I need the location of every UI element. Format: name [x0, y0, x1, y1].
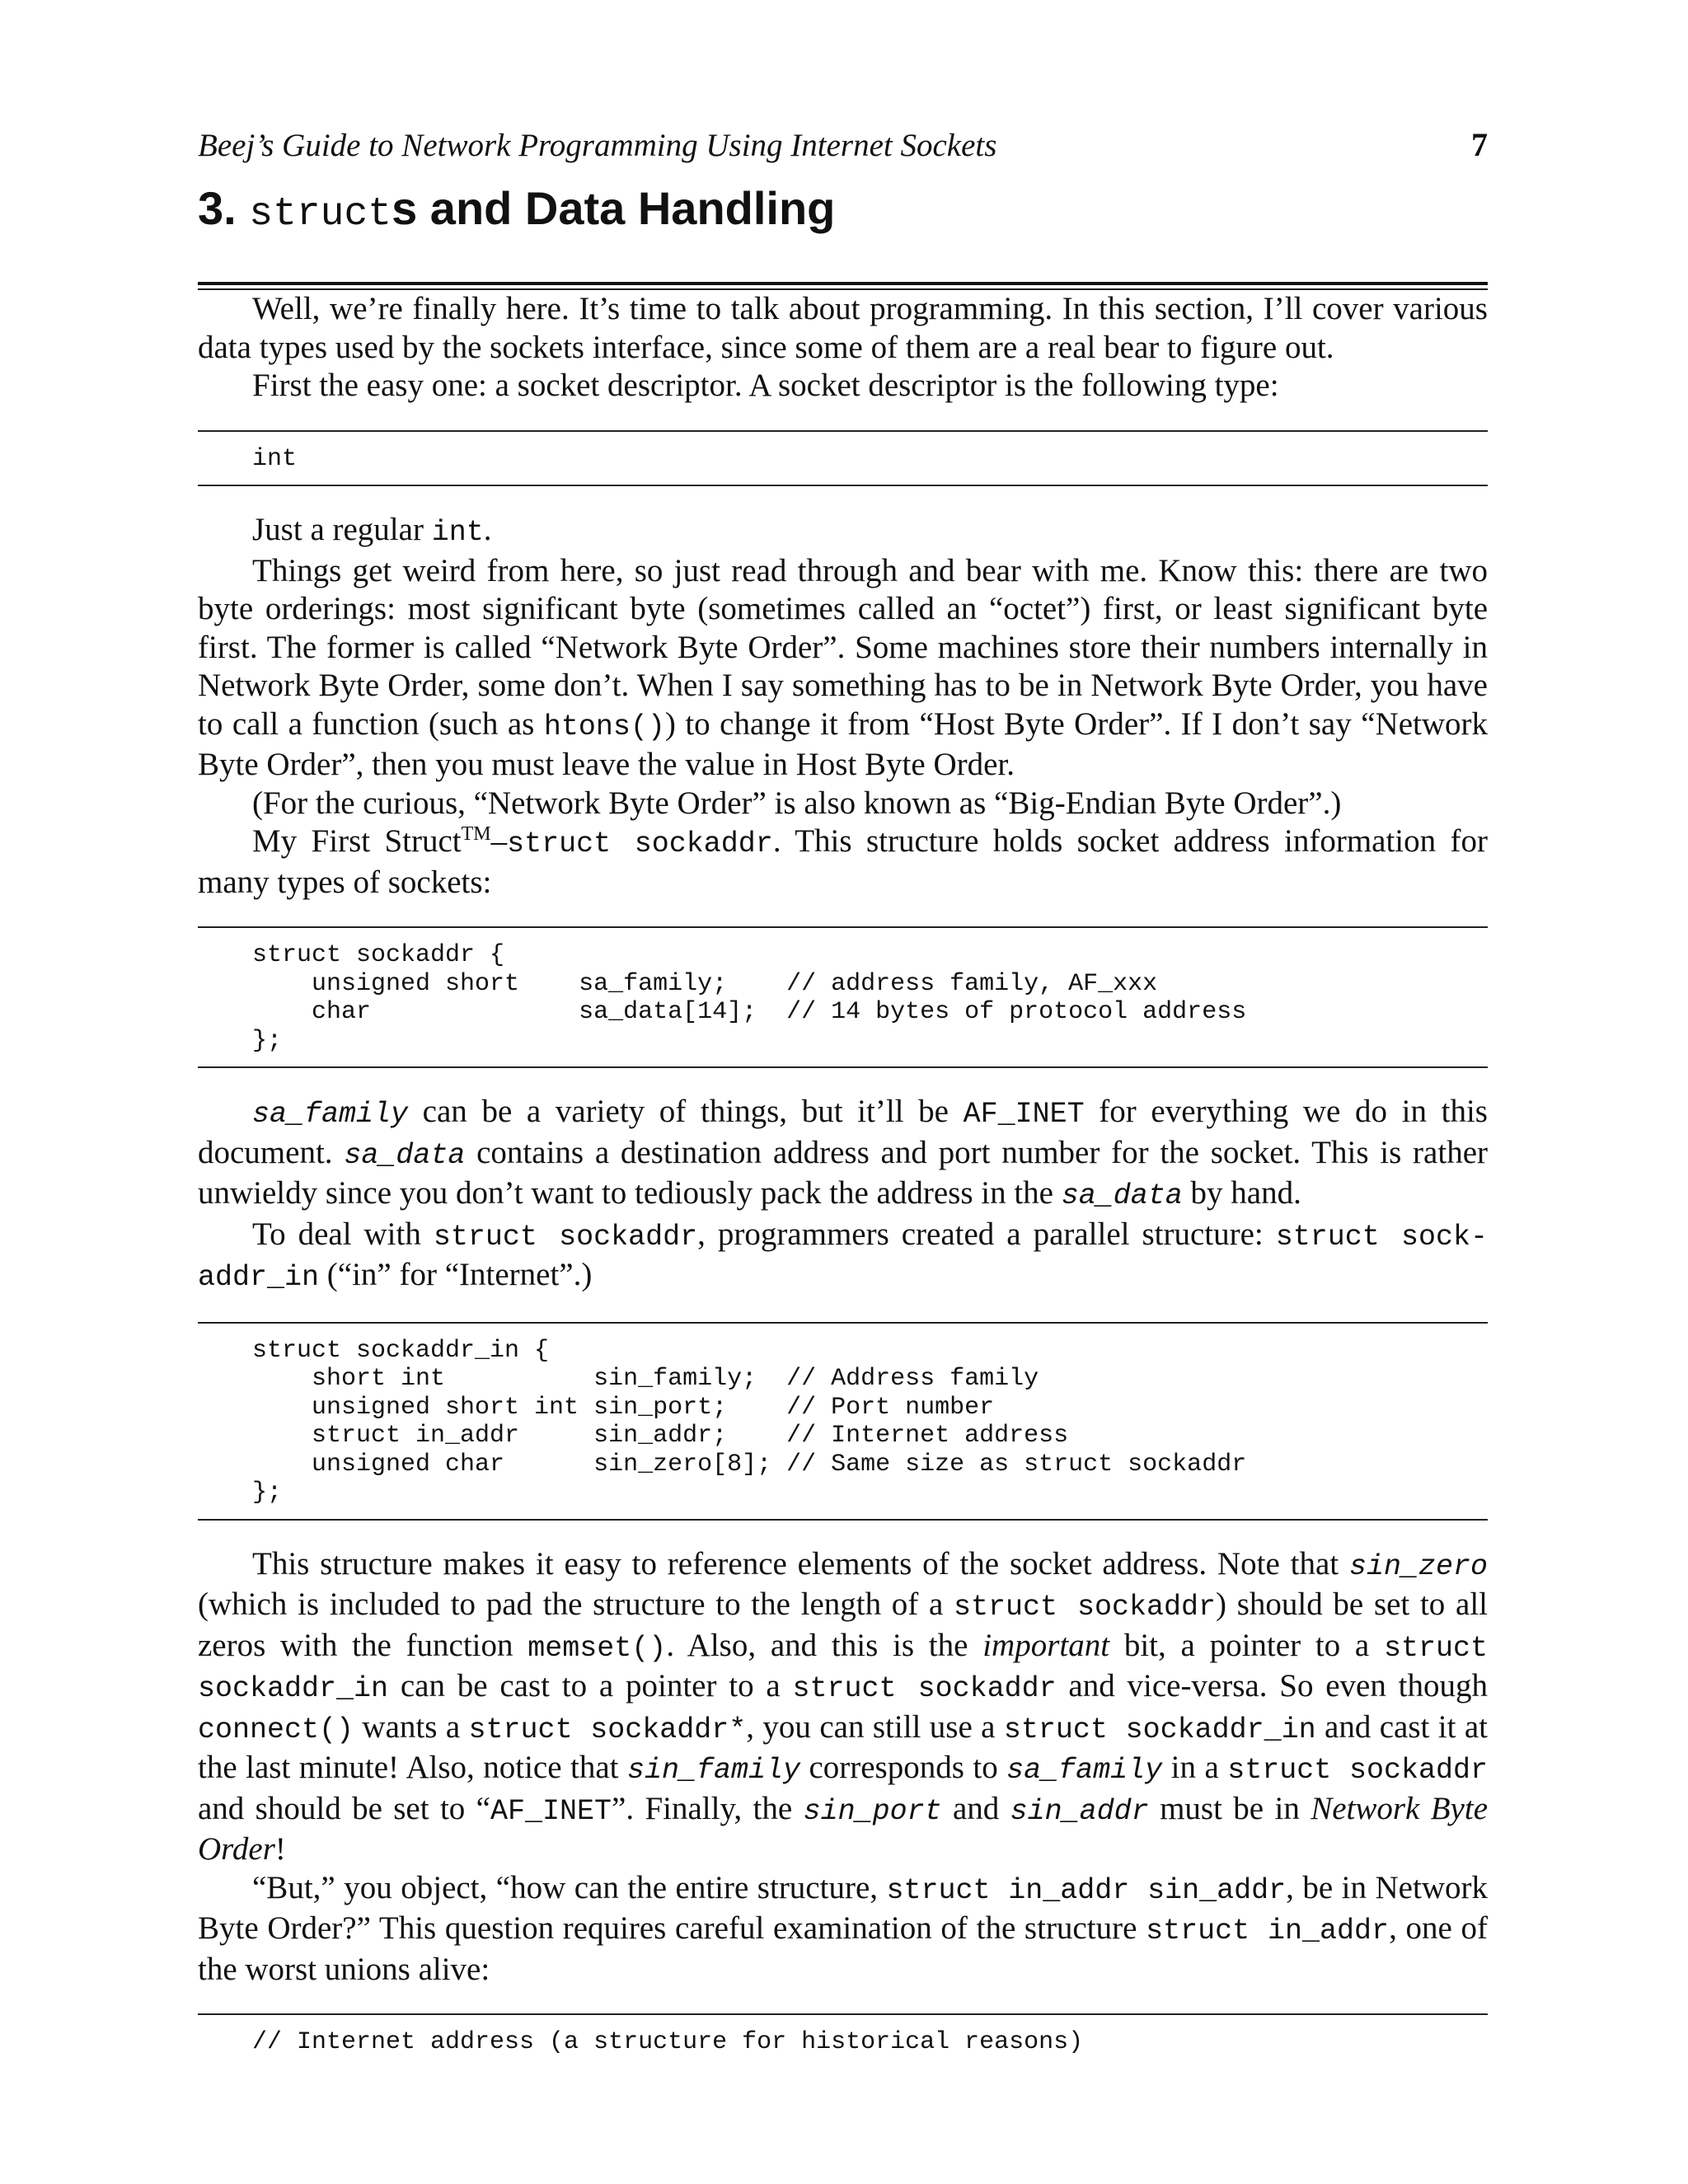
- inline-code-italic: sa_family: [252, 1098, 409, 1131]
- code-line: unsigned short sa_family; // address family, AF_xxx: [252, 969, 1158, 998]
- text-run: .: [483, 512, 492, 547]
- text-run: bit, a pointer to a: [1109, 1627, 1384, 1663]
- inline-code: connect(): [198, 1713, 354, 1746]
- page-number: 7: [1471, 126, 1488, 163]
- code-block-sockaddr: [198, 926, 1488, 1068]
- text-run: and cast it at the last minute! Also, notice that: [198, 1708, 1488, 1785]
- paragraph: [198, 1545, 1488, 1869]
- emphasis: Network Byte Order: [198, 1790, 1489, 1867]
- emphasis: important: [982, 1627, 1110, 1663]
- text-run: for everything we do in this document.: [198, 1094, 1488, 1170]
- running-title: Beej’s Guide to Network Programming Using Internet Sockets: [198, 128, 997, 163]
- text-run: contains a destination address and port number for the socket. This is rather unwieldy since you don’t want to tediously pack the address in the: [198, 1134, 1488, 1211]
- heading-rule: [198, 282, 1488, 290]
- paragraph: [198, 1216, 1488, 1297]
- text-run: My First Struct: [252, 823, 462, 859]
- section-title-mono: struct: [249, 192, 392, 237]
- inline-code-italic: sa_data: [344, 1138, 466, 1172]
- inline-code: struct in_addr: [1146, 1915, 1390, 1947]
- text-run: must be in: [1148, 1790, 1311, 1826]
- inline-code: AF_INET: [490, 1794, 612, 1828]
- inline-code: struct sockaddr_in: [198, 1631, 1489, 1705]
- inline-code: struct sockaddr*: [468, 1713, 747, 1746]
- text-run: (“in” for “Internet”.): [319, 1257, 593, 1292]
- inline-code: int: [431, 516, 484, 549]
- paragraph: [198, 511, 1488, 552]
- text-run: can be cast to a pointer to a: [388, 1668, 793, 1704]
- inline-code: struct sockaddr: [954, 1591, 1217, 1624]
- text-run: by hand.: [1182, 1175, 1301, 1211]
- paragraph: [198, 552, 1488, 785]
- text-run: wants a: [354, 1708, 469, 1745]
- text-run: “But,” you object, “how can the entire structure,: [252, 1869, 887, 1905]
- text-run: To deal with: [252, 1216, 434, 1252]
- text-run: can be a variety of things, but it’ll be: [408, 1094, 964, 1129]
- paragraph: First the easy one: a socket descriptor. A socket descriptor is the following type:: [252, 368, 1279, 403]
- text-run: ) should be set to all zeros with the function: [198, 1586, 1488, 1663]
- inline-code: AF_INET: [963, 1098, 1085, 1131]
- text-run: . This structure holds socket address information for many types of sockets:: [198, 823, 1488, 900]
- inline-code-italic: sin_addr: [1010, 1794, 1149, 1828]
- text-run: and vice-versa. So even though: [1056, 1668, 1488, 1704]
- inline-code: struct sock-addr_in: [198, 1220, 1489, 1294]
- trademark-sup: TM: [461, 823, 491, 845]
- section-heading: [198, 180, 1488, 242]
- code-line: short int sin_family; // Address family: [252, 1365, 1039, 1393]
- code-line: struct sockaddr_in {: [252, 1336, 550, 1365]
- code-line: struct sockaddr {: [252, 941, 505, 969]
- text-run: –: [490, 823, 508, 859]
- code-line: };: [252, 1026, 283, 1055]
- code-block-sockaddr-in: [198, 1322, 1488, 1521]
- paragraph: [198, 823, 1488, 902]
- code-line: int: [252, 444, 298, 473]
- code-block-int: [198, 430, 1488, 487]
- text-run: !: [274, 1831, 286, 1867]
- text-run: corresponds to: [799, 1750, 1007, 1785]
- body-text: [198, 290, 1488, 2057]
- text-run: ) to change it from “Host Byte Order”. If I don’t say “Network Byte Order”, then you must leave the value in Host Byte Order.: [198, 705, 1488, 782]
- inline-code: struct in_addr sin_addr: [886, 1873, 1287, 1907]
- text-run: , be in Network Byte Order?” This question requires careful examination of the structure: [198, 1869, 1488, 1946]
- code-line: unsigned short int sin_port; // Port number: [252, 1393, 995, 1422]
- code-line: // Internet address (a structure for historical reasons): [252, 2028, 1084, 2056]
- inline-code-italic: sa_data: [1061, 1179, 1183, 1212]
- text-run: ”. Finally, the: [612, 1790, 804, 1826]
- inline-code: struct sockaddr: [792, 1672, 1057, 1705]
- text-run: (which is included to pad the structure to the length of a: [198, 1586, 954, 1622]
- paragraph: Well, we’re finally here. It’s time to talk about programming. In this section, I’ll cover various data types used by the sockets interface, since some of them are a real bear to figure out.: [198, 291, 1488, 365]
- paragraph: [198, 1093, 1488, 1216]
- inline-code: htons(): [543, 710, 665, 743]
- inline-code-italic: sin_port: [803, 1794, 942, 1828]
- inline-code-italic: sin_zero: [1348, 1549, 1488, 1583]
- inline-code: memset(): [528, 1631, 667, 1665]
- running-header: [198, 122, 1488, 169]
- inline-code: struct sockaddr_in: [1003, 1713, 1316, 1746]
- code-line: unsigned char sin_zero[8]; // Same size as struct sockaddr: [252, 1450, 1247, 1479]
- code-line: char sa_data[14]; // 14 bytes of protocol address: [252, 998, 1247, 1026]
- text-run: . Also, and this is the: [666, 1627, 983, 1663]
- text-run: in a: [1162, 1750, 1228, 1785]
- code-line: struct in_addr sin_addr; // Internet address: [252, 1422, 1069, 1450]
- inline-code: struct sockaddr: [507, 827, 773, 860]
- inline-code-italic: sin_family: [626, 1754, 800, 1787]
- document-page: [198, 122, 1488, 2057]
- inline-code: struct sockaddr: [1227, 1754, 1488, 1787]
- inline-code: struct sockaddr: [433, 1220, 698, 1254]
- code-line: };: [252, 1479, 283, 1507]
- text-run: This structure makes it easy to reference elements of the socket address. Note that: [252, 1545, 1349, 1582]
- text-run: Just a regular: [252, 512, 432, 547]
- paragraph: (For the curious, “Network Byte Order” is also known as “Big-Endian Byte Order”.): [252, 785, 1342, 821]
- section-title-rest: s and Data Handling: [392, 182, 836, 234]
- inline-code-italic: sa_family: [1006, 1754, 1163, 1787]
- text-run: and should be set to “: [198, 1790, 490, 1826]
- code-block-in-addr: [198, 2013, 1488, 2057]
- text-run: , you can still use a: [746, 1708, 1004, 1745]
- text-run: and: [941, 1790, 1010, 1826]
- paragraph: [198, 1869, 1488, 1990]
- section-number: 3.: [198, 182, 237, 234]
- text-run: Things get weird from here, so just read through and bear with me. Know this: there are two byte orderings: most significant byte (sometimes called an “octet”) first, or least significant byte first. The former is called “Network Byte Order”. Some machines store their numbers internally in Network Byte Order, some don’t. When I say something has to be in Network Byte Order, you have to call a function (such as: [198, 552, 1488, 742]
- text-run: , one of the worst unions alive:: [198, 1910, 1488, 1987]
- text-run: , programmers created a parallel structure:: [697, 1216, 1276, 1252]
